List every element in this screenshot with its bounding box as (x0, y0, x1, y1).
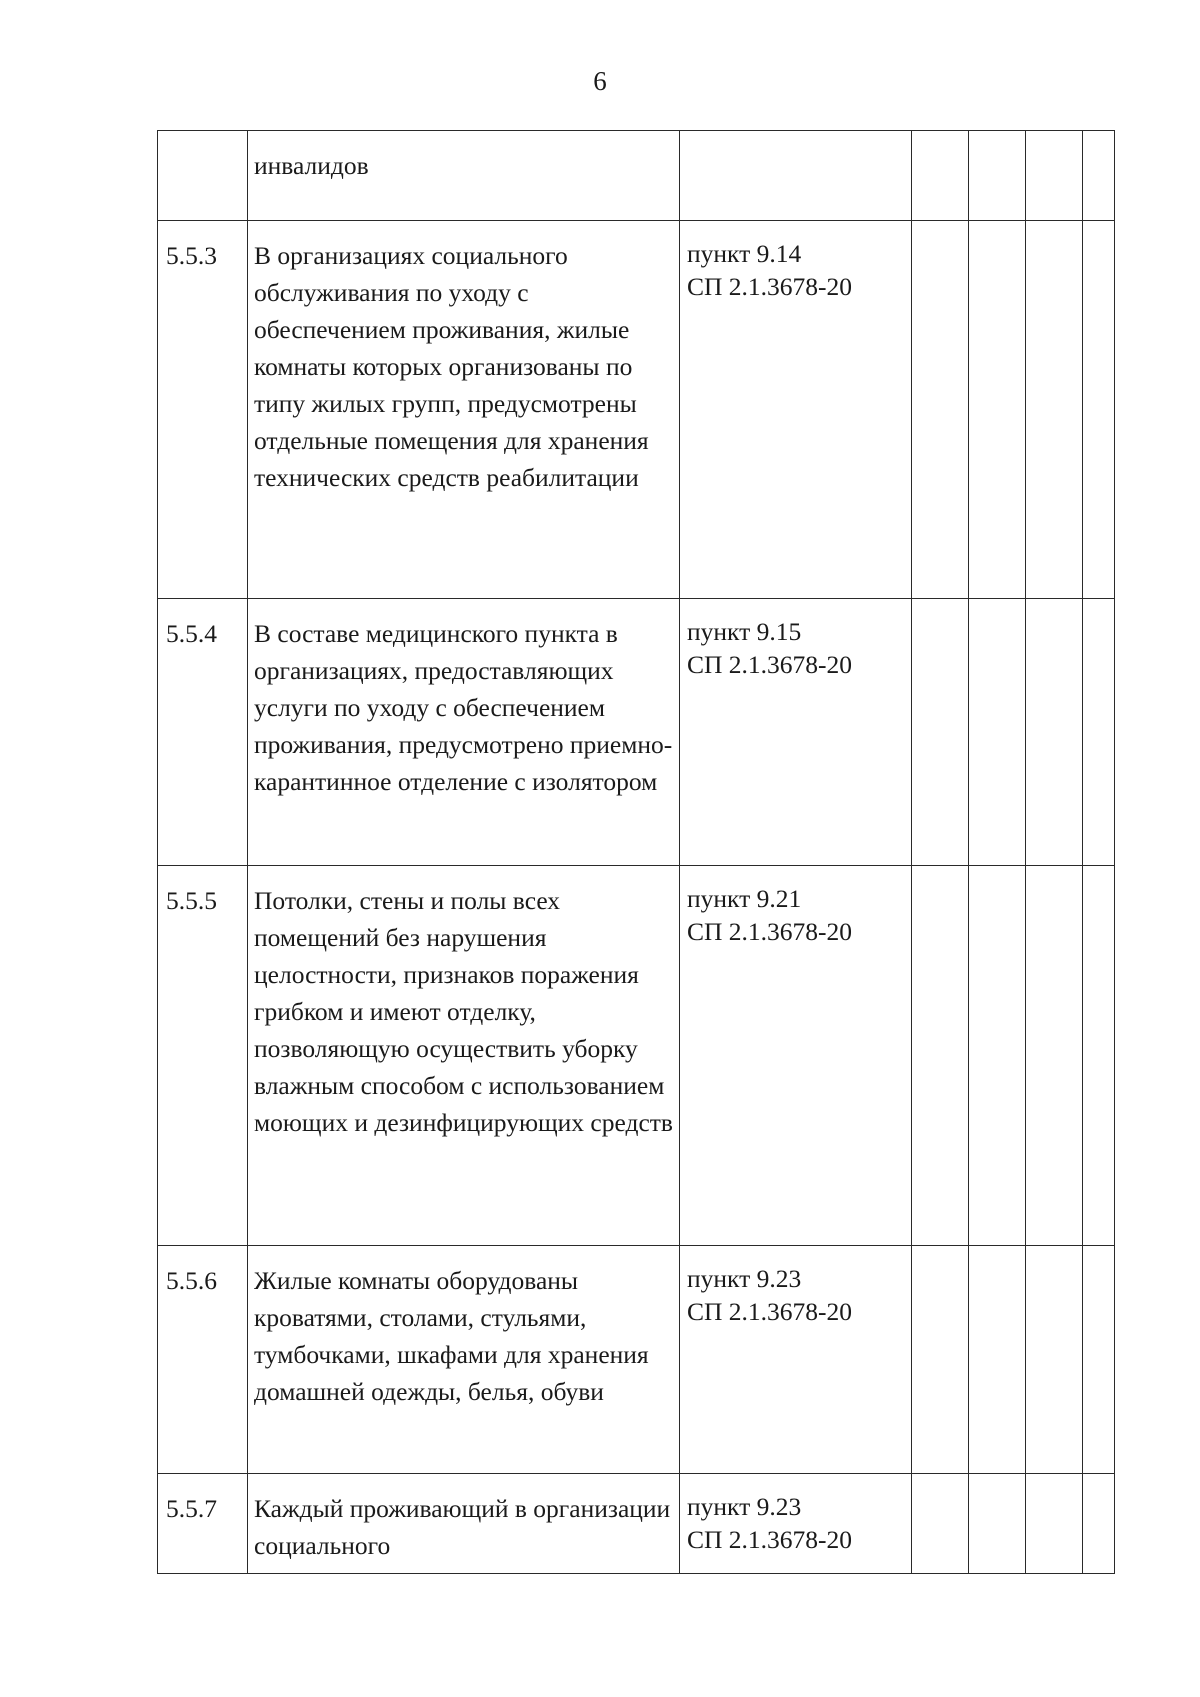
answer-yes-cell[interactable] (912, 1474, 969, 1574)
row-number: 5.5.4 (158, 599, 248, 866)
answer-yes-cell[interactable] (912, 1246, 969, 1474)
table-row (158, 221, 1115, 599)
answer-no-cell[interactable] (969, 866, 1026, 1246)
requirement-text: Каждый проживающий в организации социального (248, 1474, 680, 1574)
note-cell[interactable] (1083, 1246, 1115, 1474)
table-row (158, 1246, 1115, 1474)
note-cell[interactable] (1083, 866, 1115, 1246)
answer-yes-cell[interactable] (912, 599, 969, 866)
row-number: 5.5.3 (158, 221, 248, 599)
answer-no-cell[interactable] (969, 1474, 1026, 1574)
requirement-text: Жилые комнаты оборудованы кроватями, столами, стульями, тумбочками, шкафами для хранения домашней одежды, белья, обуви (248, 1246, 680, 1474)
answer-no-cell[interactable] (969, 221, 1026, 599)
note-cell[interactable] (1083, 131, 1115, 221)
answer-na-cell[interactable] (1026, 599, 1083, 866)
note-cell[interactable] (1083, 599, 1115, 866)
row-number: 5.5.6 (158, 1246, 248, 1474)
answer-no-cell[interactable] (969, 131, 1026, 221)
requirement-text: инвалидов (248, 131, 680, 221)
row-number (158, 131, 248, 221)
requirement-text: В организациях социального обслуживания по уходу с обеспечением проживания, жилые комнаты которых организованы по типу жилых групп, предусмотрены отдельные помещения для хранения технических средств реабилитации (248, 221, 680, 599)
table-row (158, 131, 1115, 221)
row-number: 5.5.5 (158, 866, 248, 1246)
answer-na-cell[interactable] (1026, 1246, 1083, 1474)
answer-na-cell[interactable] (1026, 131, 1083, 221)
requirements-table (157, 130, 1115, 1574)
answer-yes-cell[interactable] (912, 866, 969, 1246)
table-row (158, 1474, 1115, 1574)
reference-cell: пункт 9.23 СП 2.1.3678-20 (680, 1474, 912, 1574)
row-number: 5.5.7 (158, 1474, 248, 1574)
requirement-text: Потолки, стены и полы всех помещений без нарушения целостности, признаков поражения грибком и имеют отделку, позволяющую осуществить уборку влажным способом с использованием моющих и дезинфицирующих средств (248, 866, 680, 1246)
reference-cell (680, 131, 912, 221)
note-cell[interactable] (1083, 1474, 1115, 1574)
answer-no-cell[interactable] (969, 599, 1026, 866)
reference-cell: пункт 9.15 СП 2.1.3678-20 (680, 599, 912, 866)
table-row (158, 866, 1115, 1246)
table-row (158, 599, 1115, 866)
answer-yes-cell[interactable] (912, 131, 969, 221)
note-cell[interactable] (1083, 221, 1115, 599)
reference-cell: пункт 9.21 СП 2.1.3678-20 (680, 866, 912, 1246)
reference-cell: пункт 9.14 СП 2.1.3678-20 (680, 221, 912, 599)
reference-cell: пункт 9.23 СП 2.1.3678-20 (680, 1246, 912, 1474)
answer-no-cell[interactable] (969, 1246, 1026, 1474)
answer-na-cell[interactable] (1026, 866, 1083, 1246)
answer-na-cell[interactable] (1026, 221, 1083, 599)
answer-yes-cell[interactable] (912, 221, 969, 599)
answer-na-cell[interactable] (1026, 1474, 1083, 1574)
requirement-text: В составе медицинского пункта в организациях, предоставляющих услуги по уходу с обеспечением проживания, предусмотрено приемно-карантинное отделение с изолятором (248, 599, 680, 866)
page-number: 6 (593, 66, 607, 96)
